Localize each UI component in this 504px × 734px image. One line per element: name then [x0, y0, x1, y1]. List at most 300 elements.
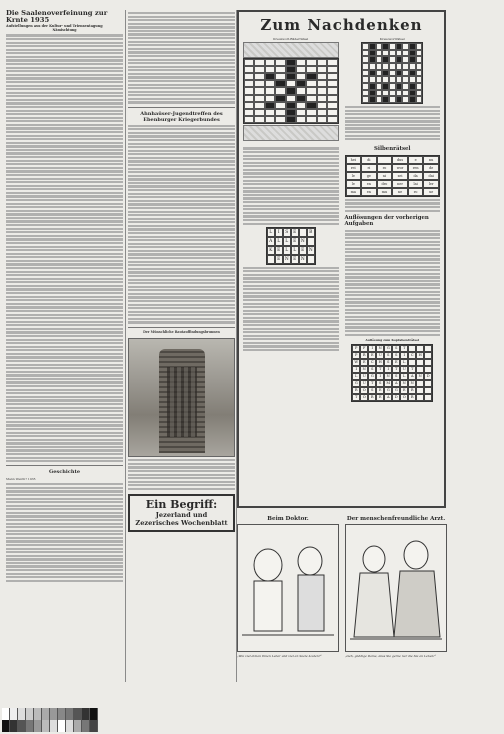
word-square-cell: K — [267, 246, 275, 255]
crossword-cell — [296, 59, 306, 66]
crossword-cell — [275, 109, 285, 116]
crossword-cell — [265, 109, 275, 116]
answer-cell: G — [384, 387, 392, 394]
crossword-cell — [402, 76, 409, 83]
answer-cell: I — [384, 366, 392, 373]
answer-cell: N — [384, 373, 392, 380]
silben-cell: ro — [377, 164, 393, 172]
answer-cell: P — [352, 345, 360, 352]
crossword-cell — [409, 96, 416, 103]
aufloesungen-heading: Auflösungen der vorherigen Aufgaben — [344, 214, 429, 228]
ad-subtitle: Jezerland und Zezerisches Wochenblatt — [135, 511, 228, 528]
answer-cell: M — [384, 380, 392, 387]
crossword-cell — [327, 109, 337, 116]
answer-cell: H — [376, 359, 384, 366]
answer-cell: R — [352, 387, 360, 394]
puzzle-page-title: Zum Nachdenken — [260, 16, 423, 34]
crossword-cell — [317, 109, 327, 116]
crossword-cell — [286, 59, 296, 66]
puzzle2-label: Kreuzworträtsel — [379, 37, 405, 41]
silben-cell: rei — [346, 164, 362, 172]
cartoon-right-drawing — [345, 524, 447, 652]
crossword-cell — [416, 90, 423, 97]
crossword-cell — [254, 73, 264, 80]
crossword-cell — [402, 96, 409, 103]
crossword-cell — [265, 59, 275, 66]
answer-cell: E — [376, 387, 384, 394]
answer-cell: I — [368, 345, 376, 352]
column-middle — [128, 10, 235, 532]
crossword-cell — [275, 73, 285, 80]
answer-cell: N — [408, 380, 416, 387]
crossword-cell — [317, 59, 327, 66]
cartoon-right-caption: „Geh, gnädige Dame, dass Sie gerne nur die Sie an Leben!“ — [345, 654, 437, 658]
answer-cell: S — [384, 352, 392, 359]
cartoon-left — [237, 516, 339, 661]
puzzle-frame — [237, 10, 446, 508]
crossword-cell — [416, 43, 423, 50]
article-body-top — [128, 12, 235, 104]
answer-cell: I — [400, 352, 408, 359]
answer-cell: S — [384, 359, 392, 366]
answer-cell: G — [352, 380, 360, 387]
crossword-cell — [369, 43, 376, 50]
crossword-cell — [327, 87, 337, 94]
crossword-cell — [275, 59, 285, 66]
puzzle-row-mid — [243, 145, 440, 403]
answer-cell — [424, 352, 432, 359]
answer-cell — [424, 359, 432, 366]
word-square-cell — [307, 255, 315, 264]
crossword-cell — [402, 56, 409, 63]
answer-cell — [408, 359, 416, 366]
cartoon-left-caption: „Wie viel atmen Ihnen Leber und viel an Seele kosten?“ — [237, 654, 322, 658]
crossword-cell — [382, 43, 389, 50]
crossword-cell — [244, 109, 254, 116]
crossword-cell — [286, 73, 296, 80]
crossword-cell — [265, 116, 275, 123]
article-subheading-2: Nämischtung — [52, 28, 77, 33]
crossword-cell — [409, 50, 416, 57]
answer-cell: N — [416, 373, 424, 380]
crossword-cell — [306, 87, 316, 94]
crossword-cell — [409, 70, 416, 77]
crossword-cell — [317, 102, 327, 109]
crossword-cell — [396, 83, 403, 90]
crossword-cell — [362, 43, 369, 50]
crossword-cell — [389, 70, 396, 77]
answer-cell: L — [400, 373, 408, 380]
advertisement-box — [128, 494, 235, 532]
crossword-cell — [376, 56, 383, 63]
answer-cell: N — [400, 380, 408, 387]
puzzle2-grid — [361, 42, 423, 104]
crossword-cell — [389, 90, 396, 97]
crossword-cell — [409, 83, 416, 90]
answer-cell: G — [392, 387, 400, 394]
answer-cell: G — [384, 345, 392, 352]
silben-cell: zei — [392, 172, 408, 180]
answer-cell: U — [360, 373, 368, 380]
crossword-cell — [416, 56, 423, 63]
answer-cell: R — [408, 387, 416, 394]
answer-cell — [424, 345, 432, 352]
crossword-cell — [416, 96, 423, 103]
crossword-cell — [265, 102, 275, 109]
answer-cell: G — [368, 373, 376, 380]
crossword-cell — [402, 50, 409, 57]
crossword-cell — [286, 116, 296, 123]
word-square-cell: N — [307, 246, 315, 255]
crossword-cell — [416, 76, 423, 83]
crossword-cell — [389, 96, 396, 103]
crossword-cell — [376, 70, 383, 77]
answer-cell — [416, 345, 424, 352]
ad-title: Ein Begriff: — [145, 498, 218, 512]
crossword-cell — [296, 73, 306, 80]
crossword-cell — [396, 63, 403, 70]
crossword-cell — [362, 83, 369, 90]
crossword-cell — [327, 80, 337, 87]
word-square — [266, 227, 316, 265]
crossword-cell — [275, 66, 285, 73]
crossword-cell — [327, 95, 337, 102]
crossword-cell — [382, 63, 389, 70]
crossword-cell — [265, 87, 275, 94]
silben-cell: ner — [392, 180, 408, 188]
answer-cell — [424, 394, 432, 401]
crossword-cell — [389, 50, 396, 57]
kopfabend-heading: Auflösung zum Kopfabendrätsel — [365, 337, 420, 342]
word-square-cell: N — [283, 255, 291, 264]
crossword-cell — [362, 63, 369, 70]
crossword-cell — [409, 56, 416, 63]
word-square-cell — [267, 255, 275, 264]
crossword-cell — [416, 83, 423, 90]
column-left — [6, 10, 123, 584]
article-heading: Die Saalenoverfeinung zur Krnte 1935 — [6, 9, 108, 25]
crossword-cell — [296, 80, 306, 87]
column-divider — [125, 10, 126, 682]
answer-cell: H — [416, 352, 424, 359]
cartoon-left-title: Beim Doktor. — [267, 516, 309, 522]
crossword-cell — [275, 116, 285, 123]
crossword-cell — [369, 96, 376, 103]
color-calibration-strip — [2, 708, 98, 732]
cartoon-right-title: Der menschenfreundliche Arzt. — [346, 516, 446, 522]
crossword-cell — [254, 80, 264, 87]
photo-caption: Der Münschliche Bautauffindungsbrunnen — [143, 329, 220, 334]
silben-cell: dus — [392, 156, 408, 164]
silben-cell: en — [361, 180, 377, 188]
crossword-cell — [254, 95, 264, 102]
word-square-cell: I — [275, 228, 283, 237]
crossword-cell — [286, 95, 296, 102]
answer-cell: E — [392, 359, 400, 366]
answer-cell — [416, 387, 424, 394]
puzzle1-pictures-top — [243, 42, 339, 58]
crossword-cell — [369, 90, 376, 97]
crossword-cell — [244, 59, 254, 66]
silben-cell: ri — [361, 164, 377, 172]
answer-cell: U — [400, 366, 408, 373]
crossword-cell — [402, 43, 409, 50]
crossword-cell — [382, 76, 389, 83]
answer-cell: A — [384, 394, 392, 401]
crossword-cell — [244, 87, 254, 94]
silben-cell: dai — [423, 172, 439, 180]
crossword-cell — [317, 80, 327, 87]
crossword-cell — [382, 50, 389, 57]
crossword-cell — [286, 109, 296, 116]
crossword-cell — [296, 95, 306, 102]
answer-cell: O — [360, 387, 368, 394]
crossword-cell — [296, 109, 306, 116]
answer-cell — [424, 387, 432, 394]
photo-text — [128, 459, 235, 490]
crossword-cell — [402, 90, 409, 97]
crossword-cell — [275, 80, 285, 87]
puzzle-text-left — [243, 145, 339, 403]
answer-cell: L — [400, 359, 408, 366]
crossword-cell — [416, 63, 423, 70]
crossword-cell — [317, 95, 327, 102]
answer-cell: T — [408, 366, 416, 373]
puzzle2-clues — [345, 106, 441, 140]
crossword-cell — [416, 50, 423, 57]
crossword-cell — [416, 70, 423, 77]
answer-cell: N — [360, 366, 368, 373]
crossword-cell — [382, 90, 389, 97]
silben-cell: de — [423, 164, 439, 172]
answer-cell — [416, 394, 424, 401]
word-square-cell: L — [283, 246, 291, 255]
crossword-cell — [317, 66, 327, 73]
crossword-cell — [396, 90, 403, 97]
puzzle1-grid — [243, 58, 339, 124]
crossword-cell — [306, 102, 316, 109]
word-square-cell: E — [291, 228, 299, 237]
answer-cell: S — [392, 345, 400, 352]
silben-cell: le — [346, 172, 362, 180]
crossword-cell — [382, 96, 389, 103]
article-body-2 — [6, 483, 123, 582]
word-square-cell: N — [299, 255, 307, 264]
crossword-cell — [286, 66, 296, 73]
section-date: Mann Wenth? 1935 — [6, 476, 36, 481]
cartoon-left-drawing — [237, 524, 339, 652]
crossword-cell — [396, 96, 403, 103]
word-square-cell: L — [291, 246, 299, 255]
answer-cell: S — [368, 366, 376, 373]
crossword-cell — [376, 63, 383, 70]
answer-cell: W — [352, 359, 360, 366]
crossword-cell — [254, 109, 264, 116]
answer-cell: I — [352, 366, 360, 373]
monument-photo — [128, 338, 235, 457]
silben-cell: ler — [423, 180, 439, 188]
crossword-cell — [317, 73, 327, 80]
crossword-cell — [376, 90, 383, 97]
crossword-cell — [376, 43, 383, 50]
crossword-cell — [409, 63, 416, 70]
crossword-cell — [402, 63, 409, 70]
answer-cell: R — [408, 394, 416, 401]
answer-cell: R — [368, 394, 376, 401]
word-square-cell: E — [291, 237, 299, 246]
silben-cell: lai — [408, 180, 424, 188]
silben-cell: ma — [346, 188, 362, 196]
crossword-cell — [306, 80, 316, 87]
silben-cell: mu — [377, 188, 393, 196]
answer-cell: E — [368, 352, 376, 359]
crossword-cell — [396, 70, 403, 77]
silben-cell: ne — [392, 188, 408, 196]
silben-cell: ni — [377, 172, 393, 180]
cartoon-right — [345, 516, 447, 661]
crossword-cell — [327, 66, 337, 73]
answer-cell: A — [408, 373, 416, 380]
crossword-cell — [362, 76, 369, 83]
crossword-cell — [265, 80, 275, 87]
crossword-cell — [362, 70, 369, 77]
crossword-cell — [296, 87, 306, 94]
silbenraetsel-heading: Silbenrätsel — [374, 146, 411, 153]
answer-cell: D — [424, 373, 432, 380]
crossword-cell — [254, 102, 264, 109]
answer-cell: N — [376, 345, 384, 352]
silben-cell: le — [346, 180, 362, 188]
answer-cell: O — [360, 394, 368, 401]
crossword-cell — [376, 83, 383, 90]
crossword-cell — [382, 83, 389, 90]
section-heading-geschichte: Geschichte — [48, 469, 80, 476]
crossword-cell — [362, 90, 369, 97]
crossword-cell — [286, 80, 296, 87]
crossword-cell — [389, 56, 396, 63]
word-square-cell: S — [283, 228, 291, 237]
article-body-jugendtreffen — [128, 125, 235, 324]
answer-cell: E — [400, 387, 408, 394]
article-subheading: Aufstellungen aus der Kultur- und Triensentagung — [6, 24, 103, 29]
crossword-cell — [275, 95, 285, 102]
crossword-cell — [389, 43, 396, 50]
crossword-cell — [317, 116, 327, 123]
crossword-cell — [244, 66, 254, 73]
word-square-cell: A — [267, 237, 275, 246]
crossword-cell — [244, 102, 254, 109]
crossword-cell — [265, 73, 275, 80]
crossword-cell — [327, 116, 337, 123]
answer-cell: E — [360, 359, 368, 366]
crossword-cell — [296, 116, 306, 123]
answer-cell: T — [392, 366, 400, 373]
crossword-cell — [369, 63, 376, 70]
silben-cell: ren — [408, 164, 424, 172]
column-right — [237, 10, 446, 661]
crossword-cell — [389, 83, 396, 90]
crossword-cell — [402, 70, 409, 77]
crossword-cell — [244, 73, 254, 80]
crossword-cell — [396, 56, 403, 63]
answer-cell — [408, 345, 416, 352]
crossword-cell — [369, 83, 376, 90]
crossword-cell — [362, 50, 369, 57]
answer-cell — [424, 366, 432, 373]
word-square-cell: E — [275, 255, 283, 264]
crossword-cell — [244, 116, 254, 123]
silben-cell: nu — [423, 156, 439, 164]
silben-cell: dro — [377, 180, 393, 188]
crossword-cell — [296, 66, 306, 73]
crossword-cell — [244, 95, 254, 102]
answer-cell — [424, 380, 432, 387]
silben-cell: ue — [423, 188, 439, 196]
crossword-cell — [389, 63, 396, 70]
crossword-cell — [327, 59, 337, 66]
silben-cell: ro — [408, 188, 424, 196]
answer-cell — [416, 380, 424, 387]
crossword-cell — [369, 56, 376, 63]
article-body — [6, 34, 123, 462]
crossword-cell — [317, 87, 327, 94]
answer-grid — [351, 344, 433, 402]
answer-cell: R — [360, 352, 368, 359]
crossword-cell — [396, 76, 403, 83]
answer-cell: T — [376, 366, 384, 373]
answer-cell: T — [368, 380, 376, 387]
crossword-cell — [376, 76, 383, 83]
crossword-cell — [376, 96, 383, 103]
answer-cell: T — [400, 345, 408, 352]
crossword-cell — [286, 87, 296, 94]
crossword-cell — [409, 43, 416, 50]
crossword-cell — [286, 102, 296, 109]
word-square-cell: B — [307, 228, 315, 237]
crossword-cell — [327, 102, 337, 109]
answer-cell: C — [408, 352, 416, 359]
crossword-cell — [369, 70, 376, 77]
crossword-cell — [254, 87, 264, 94]
crossword-cell — [306, 109, 316, 116]
word-square-cell: L — [283, 237, 291, 246]
crossword — [345, 36, 441, 142]
crossword-cell — [362, 56, 369, 63]
crossword-cell — [409, 90, 416, 97]
word-square-cell: L — [267, 228, 275, 237]
crossword-cell — [306, 73, 316, 80]
silben-cell: da — [408, 172, 424, 180]
answer-cell: T — [352, 394, 360, 401]
answer-cell: U — [376, 352, 384, 359]
answer-cell: S — [376, 380, 384, 387]
crossword-cell — [327, 73, 337, 80]
answer-cell: P — [352, 352, 360, 359]
word-square-cell: L — [275, 237, 283, 246]
crossword-cell — [382, 70, 389, 77]
crossword-cell — [382, 56, 389, 63]
answer-cell: E — [376, 394, 384, 401]
silben-cell: di — [361, 156, 377, 164]
crossword-cell — [265, 66, 275, 73]
puzzle-text-right — [345, 145, 441, 403]
answer-cell: O — [400, 394, 408, 401]
silben-cell: en — [361, 188, 377, 196]
silben-cell: hei — [346, 156, 362, 164]
crossword-cell — [376, 50, 383, 57]
word-square-cell: E — [299, 246, 307, 255]
crossword-cell — [396, 43, 403, 50]
